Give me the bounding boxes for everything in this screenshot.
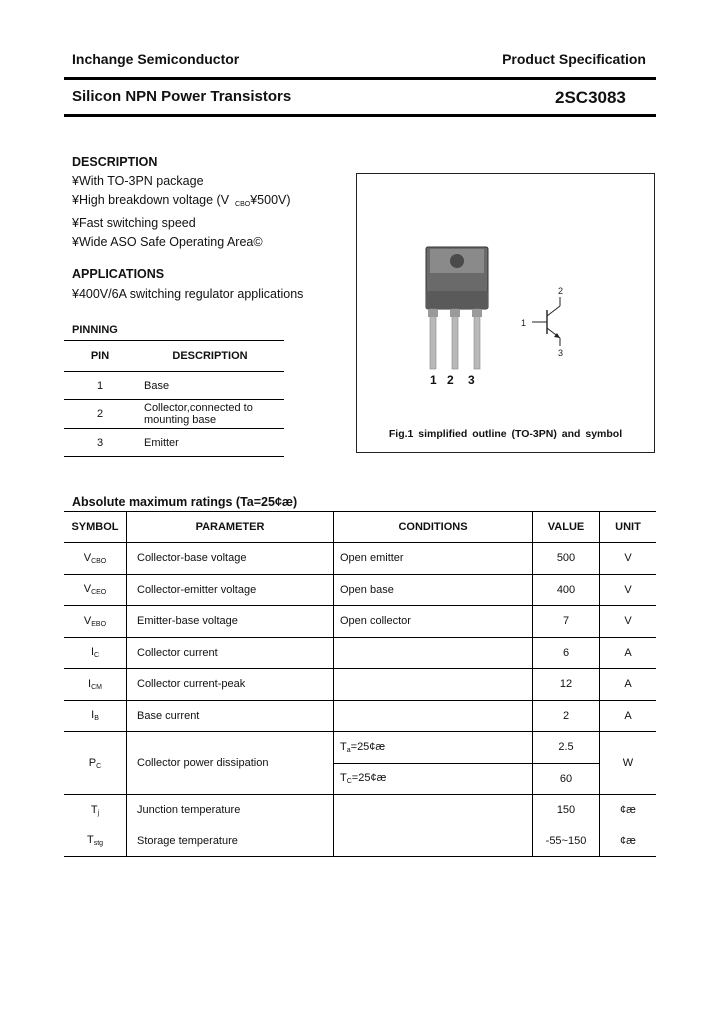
ratings-heading: Absolute maximum ratings (Ta=25¢æ) xyxy=(72,495,298,509)
rating-unit: W xyxy=(600,732,657,795)
rating-condition: Open collector xyxy=(334,606,533,638)
rating-value: 6 xyxy=(533,637,600,669)
rating-parameter: Collector power dissipation xyxy=(127,732,334,795)
rating-symbol: $V_{EBO}$ xyxy=(64,606,127,638)
title-rule xyxy=(64,114,656,117)
table-row xyxy=(64,574,656,606)
pin-number: 2 xyxy=(64,400,136,429)
document-type: Product Specification xyxy=(502,51,646,67)
product-line: Silicon NPN Power Transistors xyxy=(72,88,292,105)
table-row xyxy=(64,400,284,429)
rating-unit: V xyxy=(600,574,657,606)
rating-condition: $T_C=25¢æ$ xyxy=(334,763,533,795)
rating-condition xyxy=(334,700,533,732)
company-name: Inchange Semiconductor xyxy=(72,51,240,67)
table-row xyxy=(64,429,284,457)
rating-value: 400 xyxy=(533,574,600,606)
symbol-base-label: 1 xyxy=(521,318,527,328)
rating-condition: $T_a=25¢æ$ xyxy=(334,732,533,764)
symbol-emitter-label: 3 xyxy=(558,348,564,358)
rating-symbol: $P_C$ xyxy=(64,732,127,795)
table-row xyxy=(64,637,656,669)
rating-parameter: Collector current-peak xyxy=(127,669,334,701)
conditions-column-header: CONDITIONS xyxy=(334,512,533,543)
outline-pin-label: 3 xyxy=(468,373,475,387)
rating-unit: ¢æ xyxy=(600,826,657,857)
pin-description-column-header: DESCRIPTION xyxy=(136,341,284,372)
value-column-header: VALUE xyxy=(533,512,600,543)
description-item: ¥Wide ASO Safe Operating Area© xyxy=(72,235,263,249)
applications-heading: APPLICATIONS xyxy=(72,267,165,281)
rating-value: 12 xyxy=(533,669,600,701)
rating-parameter: Storage temperature xyxy=(127,826,334,857)
rating-value: 2.5 xyxy=(533,732,600,764)
rating-condition: Open base xyxy=(334,574,533,606)
rating-condition xyxy=(334,637,533,669)
rating-unit: V xyxy=(600,543,657,575)
rating-condition: Open emitter xyxy=(334,543,533,575)
outline-pin-label: 1 xyxy=(430,373,437,387)
part-number: 2SC3083 xyxy=(555,88,626,107)
rating-symbol: $I_B$ xyxy=(64,700,127,732)
rating-symbol: $T_j$ xyxy=(90,803,100,817)
rating-value: 150 xyxy=(533,795,600,826)
rating-unit: A xyxy=(600,700,657,732)
rating-value: 2 xyxy=(533,700,600,732)
rating-parameter: Collector-emitter voltage xyxy=(127,574,334,606)
parameter-column-header: PARAMETER xyxy=(127,512,334,543)
rating-unit: V xyxy=(600,606,657,638)
table-row xyxy=(64,543,656,575)
description-item: ¥Fast switching speed xyxy=(72,216,196,230)
description-heading: DESCRIPTION xyxy=(72,155,158,169)
pin-number: 1 xyxy=(64,372,136,400)
rating-condition xyxy=(334,826,533,857)
figure-caption: Fig.1 simplified outline (TO-3PN) and symbol xyxy=(388,428,623,440)
rating-unit: A xyxy=(600,637,657,669)
outline-pin-label: 2 xyxy=(447,373,454,387)
rating-symbol: $T_{stg}$ xyxy=(64,826,127,857)
pin-description: Base xyxy=(136,372,284,400)
application-item: ¥400V/6A switching regulator applications xyxy=(72,287,304,301)
table-row xyxy=(64,795,656,826)
package-outline-image xyxy=(356,173,655,423)
description-list xyxy=(72,172,291,252)
rating-symbol: $I_C$ xyxy=(64,637,127,669)
rating-parameter: Junction temperature xyxy=(127,795,334,826)
pin-description: Emitter xyxy=(136,429,284,457)
ratings-table xyxy=(64,511,656,857)
rating-value: 60 xyxy=(533,763,600,795)
rating-value: 7 xyxy=(533,606,600,638)
symbol-column-header: SYMBOL xyxy=(64,512,127,543)
ratings-header-row xyxy=(64,512,656,543)
rating-parameter: Collector-base voltage xyxy=(127,543,334,575)
pin-description: Collector,connected to mounting base xyxy=(136,400,284,429)
rating-parameter: Emitter-base voltage xyxy=(127,606,334,638)
table-row xyxy=(64,826,656,857)
pinning-heading: PINNING xyxy=(72,324,118,336)
pinning-header-row xyxy=(64,341,284,372)
table-row xyxy=(64,732,656,764)
rating-condition xyxy=(334,669,533,701)
table-row xyxy=(64,372,284,400)
npn-transistor-symbol-icon xyxy=(510,280,590,362)
pin-column-header: PIN xyxy=(64,341,136,372)
table-row xyxy=(64,669,656,701)
rating-condition xyxy=(334,795,533,826)
rating-symbol: $V_{CEO}$ xyxy=(64,574,127,606)
symbol-collector-label: 2 xyxy=(558,286,564,296)
header-rule xyxy=(64,77,656,80)
rating-parameter: Base current xyxy=(127,700,334,732)
description-item: ¥High breakdown voltage (V $_{CBO}$¥500V) xyxy=(72,193,291,208)
table-row xyxy=(64,700,656,732)
description-item: ¥With TO-3PN package xyxy=(72,174,204,188)
pinning-table xyxy=(64,340,284,457)
rating-symbol: $V_{CBO}$ xyxy=(64,543,127,575)
rating-value: -55~150 xyxy=(533,826,600,857)
table-row xyxy=(64,606,656,638)
pin-number: 3 xyxy=(64,429,136,457)
rating-parameter: Collector current xyxy=(127,637,334,669)
unit-column-header: UNIT xyxy=(600,512,657,543)
rating-unit: ¢æ xyxy=(600,795,657,826)
rating-value: 500 xyxy=(533,543,600,575)
rating-unit: A xyxy=(600,669,657,701)
rating-symbol: $I_{CM}$ xyxy=(64,669,127,701)
